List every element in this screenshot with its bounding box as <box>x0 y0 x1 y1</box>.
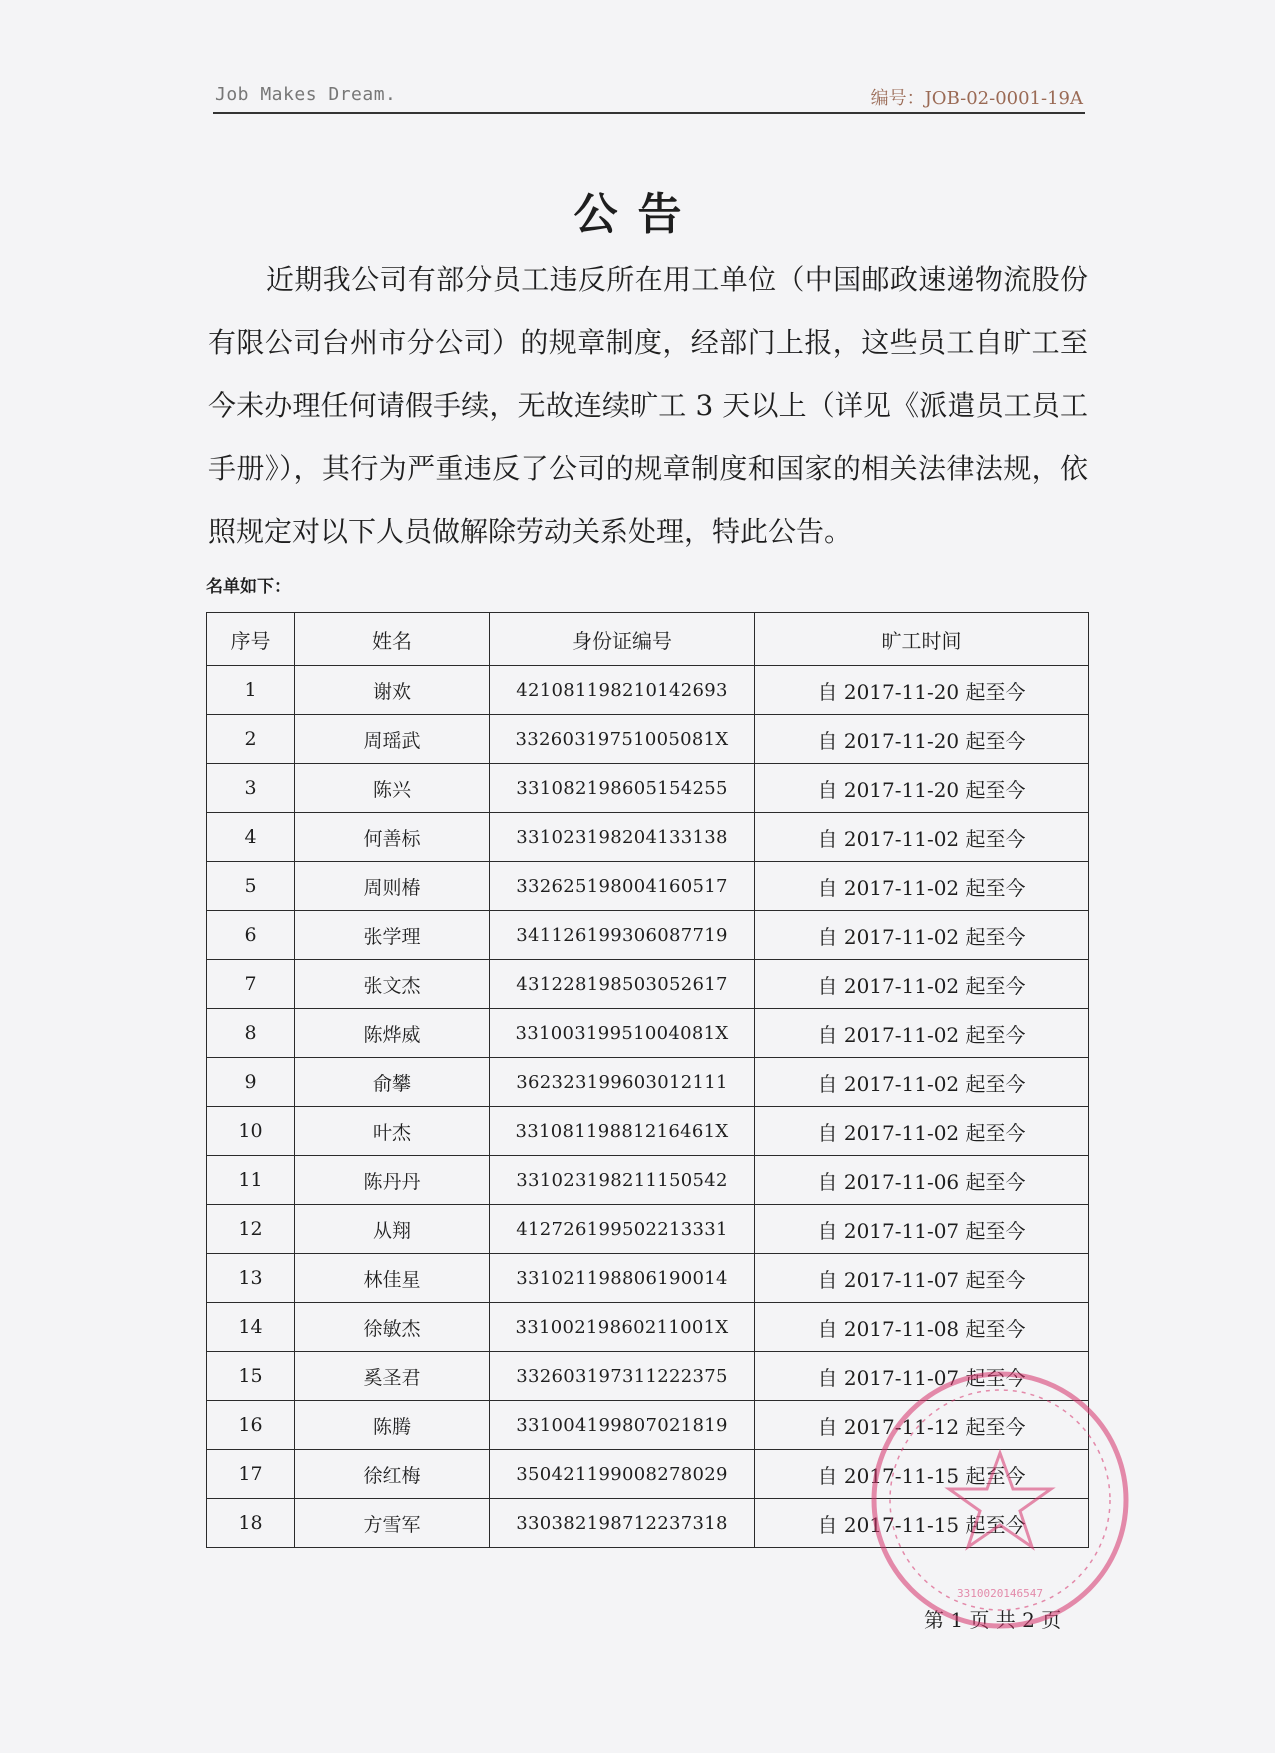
id-number: 331021198806190014 <box>490 1254 755 1303</box>
absence-since: 自 2017-11-02 起至今 <box>755 862 1089 911</box>
absence-since: 自 2017-11-20 起至今 <box>755 715 1089 764</box>
row-index: 17 <box>207 1450 295 1499</box>
row-index: 3 <box>207 764 295 813</box>
row-index: 4 <box>207 813 295 862</box>
table-row <box>207 1009 1089 1058</box>
column-header-index: 序号 <box>207 613 295 666</box>
absence-since: 自 2017-11-02 起至今 <box>755 960 1089 1009</box>
id-number: 33100219860211001X <box>490 1303 755 1352</box>
absence-since: 自 2017-11-02 起至今 <box>755 1058 1089 1107</box>
absence-since: 自 2017-11-06 起至今 <box>755 1156 1089 1205</box>
id-number: 33108119881216461X <box>490 1107 755 1156</box>
id-number: 350421199008278029 <box>490 1450 755 1499</box>
employee-name: 林佳星 <box>295 1254 490 1303</box>
absence-since: 自 2017-11-15 起至今 <box>755 1450 1089 1499</box>
company-seal-icon <box>865 1365 1135 1635</box>
seal-serial: 3310020146547 <box>956 1587 1044 1600</box>
table-row <box>207 715 1089 764</box>
table-row <box>207 1303 1089 1352</box>
table-row <box>207 960 1089 1009</box>
table-row <box>207 1254 1089 1303</box>
row-index: 13 <box>207 1254 295 1303</box>
column-header-absence-time: 旷工时间 <box>755 613 1089 666</box>
employee-name: 陈烨威 <box>295 1009 490 1058</box>
page-number: 第 1 页 共 2 页 <box>924 1608 1062 1632</box>
absence-since: 自 2017-11-02 起至今 <box>755 813 1089 862</box>
row-index: 11 <box>207 1156 295 1205</box>
row-index: 14 <box>207 1303 295 1352</box>
row-index: 16 <box>207 1401 295 1450</box>
row-index: 1 <box>207 666 295 715</box>
absence-since: 自 2017-11-15 起至今 <box>755 1499 1089 1548</box>
id-number: 33100319951004081X <box>490 1009 755 1058</box>
employee-name: 徐红梅 <box>295 1450 490 1499</box>
employee-name: 张学理 <box>295 911 490 960</box>
absence-since: 自 2017-11-20 起至今 <box>755 666 1089 715</box>
row-index: 9 <box>207 1058 295 1107</box>
row-index: 10 <box>207 1107 295 1156</box>
absence-since: 自 2017-11-07 起至今 <box>755 1352 1089 1401</box>
document-number: 编号：JOB-02-0001-19A <box>870 88 1083 109</box>
id-number: 332603197311222375 <box>490 1352 755 1401</box>
column-header-id-number: 身份证编号 <box>490 613 755 666</box>
absence-since: 自 2017-11-02 起至今 <box>755 1107 1089 1156</box>
employee-name: 奚圣君 <box>295 1352 490 1401</box>
employee-name: 从翔 <box>295 1205 490 1254</box>
table-row <box>207 1156 1089 1205</box>
table-row <box>207 813 1089 862</box>
column-header-name: 姓名 <box>295 613 490 666</box>
row-index: 18 <box>207 1499 295 1548</box>
id-number: 332625198004160517 <box>490 862 755 911</box>
id-number: 412726199502213331 <box>490 1205 755 1254</box>
table-header-row <box>207 613 1089 666</box>
brand-slogan: Job Makes Dream. <box>215 84 397 105</box>
absence-since: 自 2017-11-07 起至今 <box>755 1254 1089 1303</box>
absence-since: 自 2017-11-20 起至今 <box>755 764 1089 813</box>
id-number: 331023198204133138 <box>490 813 755 862</box>
id-number: 362323199603012111 <box>490 1058 755 1107</box>
table-row <box>207 1058 1089 1107</box>
employee-name: 陈兴 <box>295 764 490 813</box>
employee-name: 周则椿 <box>295 862 490 911</box>
absence-since: 自 2017-11-07 起至今 <box>755 1205 1089 1254</box>
absence-since: 自 2017-11-12 起至今 <box>755 1401 1089 1450</box>
page-header <box>213 78 1085 114</box>
id-number: 331023198211150542 <box>490 1156 755 1205</box>
row-index: 15 <box>207 1352 295 1401</box>
employee-name: 周瑶武 <box>295 715 490 764</box>
table-row <box>207 911 1089 960</box>
announcement-body: 近期我公司有部分员工违反所在用工单位（中国邮政速递物流股份有限公司台州市分公司）的规章制度，经部门上报，这些员工自旷工至今未办理任何请假手续，无故连续旷工 3 天以上（详见《派遣员工员工手册》），其行为严重违反了公司的规章制度和国家的相关法律法规，依照规定对以下人员做解除劳动关系处理，特此公告。 <box>208 263 1088 548</box>
id-number: 331004199807021819 <box>490 1401 755 1450</box>
row-index: 8 <box>207 1009 295 1058</box>
id-number: 33260319751005081X <box>490 715 755 764</box>
id-number: 341126199306087719 <box>490 911 755 960</box>
absence-since: 自 2017-11-02 起至今 <box>755 1009 1089 1058</box>
employee-name: 方雪军 <box>295 1499 490 1548</box>
employee-name: 陈丹丹 <box>295 1156 490 1205</box>
row-index: 12 <box>207 1205 295 1254</box>
table-row <box>207 666 1089 715</box>
absence-since: 自 2017-11-02 起至今 <box>755 911 1089 960</box>
absence-since: 自 2017-11-08 起至今 <box>755 1303 1089 1352</box>
table-row <box>207 1205 1089 1254</box>
id-number: 330382198712237318 <box>490 1499 755 1548</box>
row-index: 6 <box>207 911 295 960</box>
table-row <box>207 1107 1089 1156</box>
employee-name: 徐敏杰 <box>295 1303 490 1352</box>
employee-name: 陈腾 <box>295 1401 490 1450</box>
employee-name: 何善标 <box>295 813 490 862</box>
id-number: 431228198503052617 <box>490 960 755 1009</box>
table-row <box>207 764 1089 813</box>
employee-name: 谢欢 <box>295 666 490 715</box>
row-index: 2 <box>207 715 295 764</box>
id-number: 421081198210142693 <box>490 666 755 715</box>
row-index: 7 <box>207 960 295 1009</box>
seal-inner-ring <box>890 1390 1110 1610</box>
row-index: 5 <box>207 862 295 911</box>
employee-name: 叶杰 <box>295 1107 490 1156</box>
employee-name: 俞攀 <box>295 1058 490 1107</box>
employee-name: 张文杰 <box>295 960 490 1009</box>
page-title: 公告 <box>573 189 702 240</box>
id-number: 331082198605154255 <box>490 764 755 813</box>
table-row <box>207 862 1089 911</box>
list-caption: 名单如下： <box>206 577 291 597</box>
seal-star <box>949 1453 1051 1547</box>
